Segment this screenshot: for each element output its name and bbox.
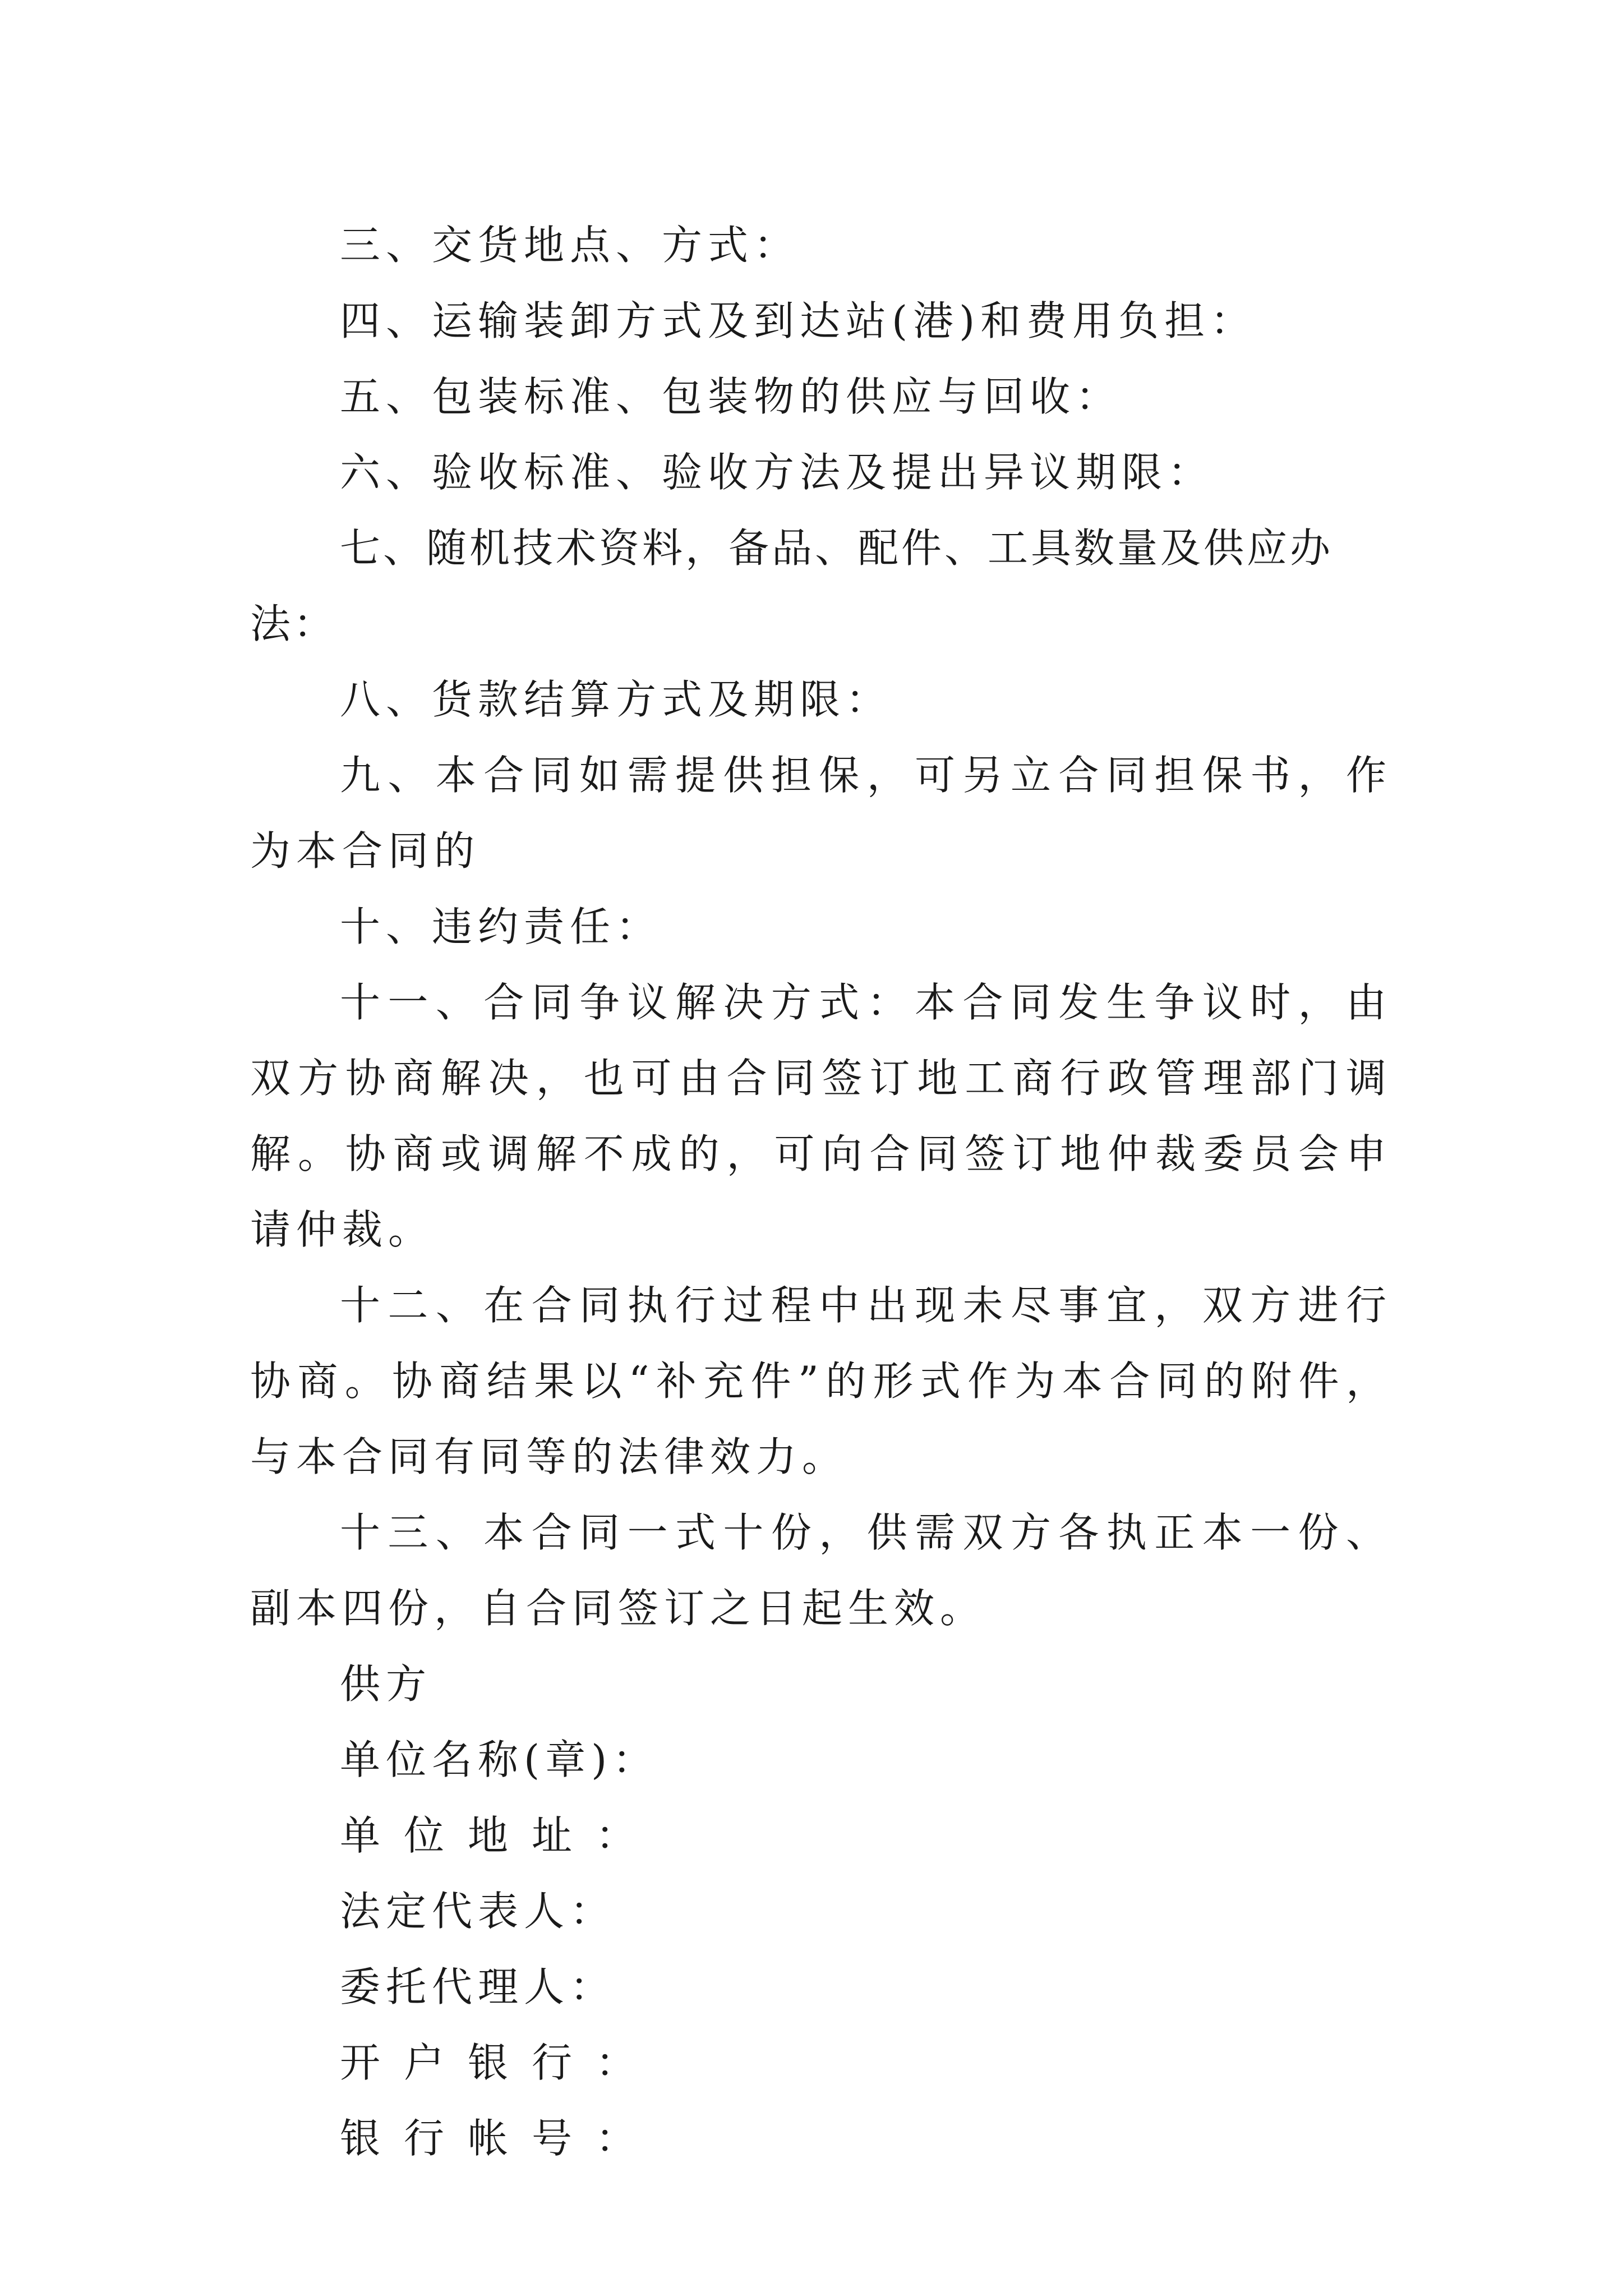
clause-11: 十一、合同争议解决方式：本合同发生争议时，由双方协商解决，也可由合同签订地工商行政管理部门调解。协商或调解不成的，可向合同签订地仲裁委员会申请仲裁。 [250,979,1392,1253]
supplier-bank-label: 开户银行： [340,2039,660,2086]
clause-12: 十二、在合同执行过程中出现未尽事宜，双方进行协商。协商结果以“补充件”的形式作为本合同的附件，与本合同有同等的法律效力。 [250,1282,1392,1480]
supplier-account-label: 银行帐号： [340,2115,660,2162]
supplier-name-label: 单位名称(章)： [340,1736,659,1783]
contract-body [250,208,1392,2177]
supplier-signature-block [250,1646,1392,2177]
clause-6: 六、验收标准、验收方法及提出异议期限： [340,449,1214,496]
clause-10: 十、违约责任： [340,903,662,950]
clause-9: 九、本合同如需提供担保，可另立合同担保书，作为本合同的 [250,752,1392,875]
supplier-legal-rep-label: 法定代表人： [340,1888,616,1935]
supplier-address-label: 单位地址： [340,1812,660,1859]
clause-4: 四、运输装卸方式及到达站(港)和费用负担： [340,297,1257,344]
clause-3: 三、交货地点、方式： [340,222,800,269]
supplier-agent-label: 委托代理人： [340,1963,616,2010]
supplier-heading: 供方 [340,1660,432,1708]
clause-7: 七、随机技术资料，备品、配件、工具数量及供应办法： [250,524,1334,647]
clause-13: 十三、本合同一式十份，供需双方各执正本一份、副本四份，自合同签订之日起生效。 [250,1509,1392,1632]
clause-8: 八、货款结算方式及期限： [340,676,892,723]
clause-5: 五、包装标准、包装物的供应与回收： [340,373,1122,420]
